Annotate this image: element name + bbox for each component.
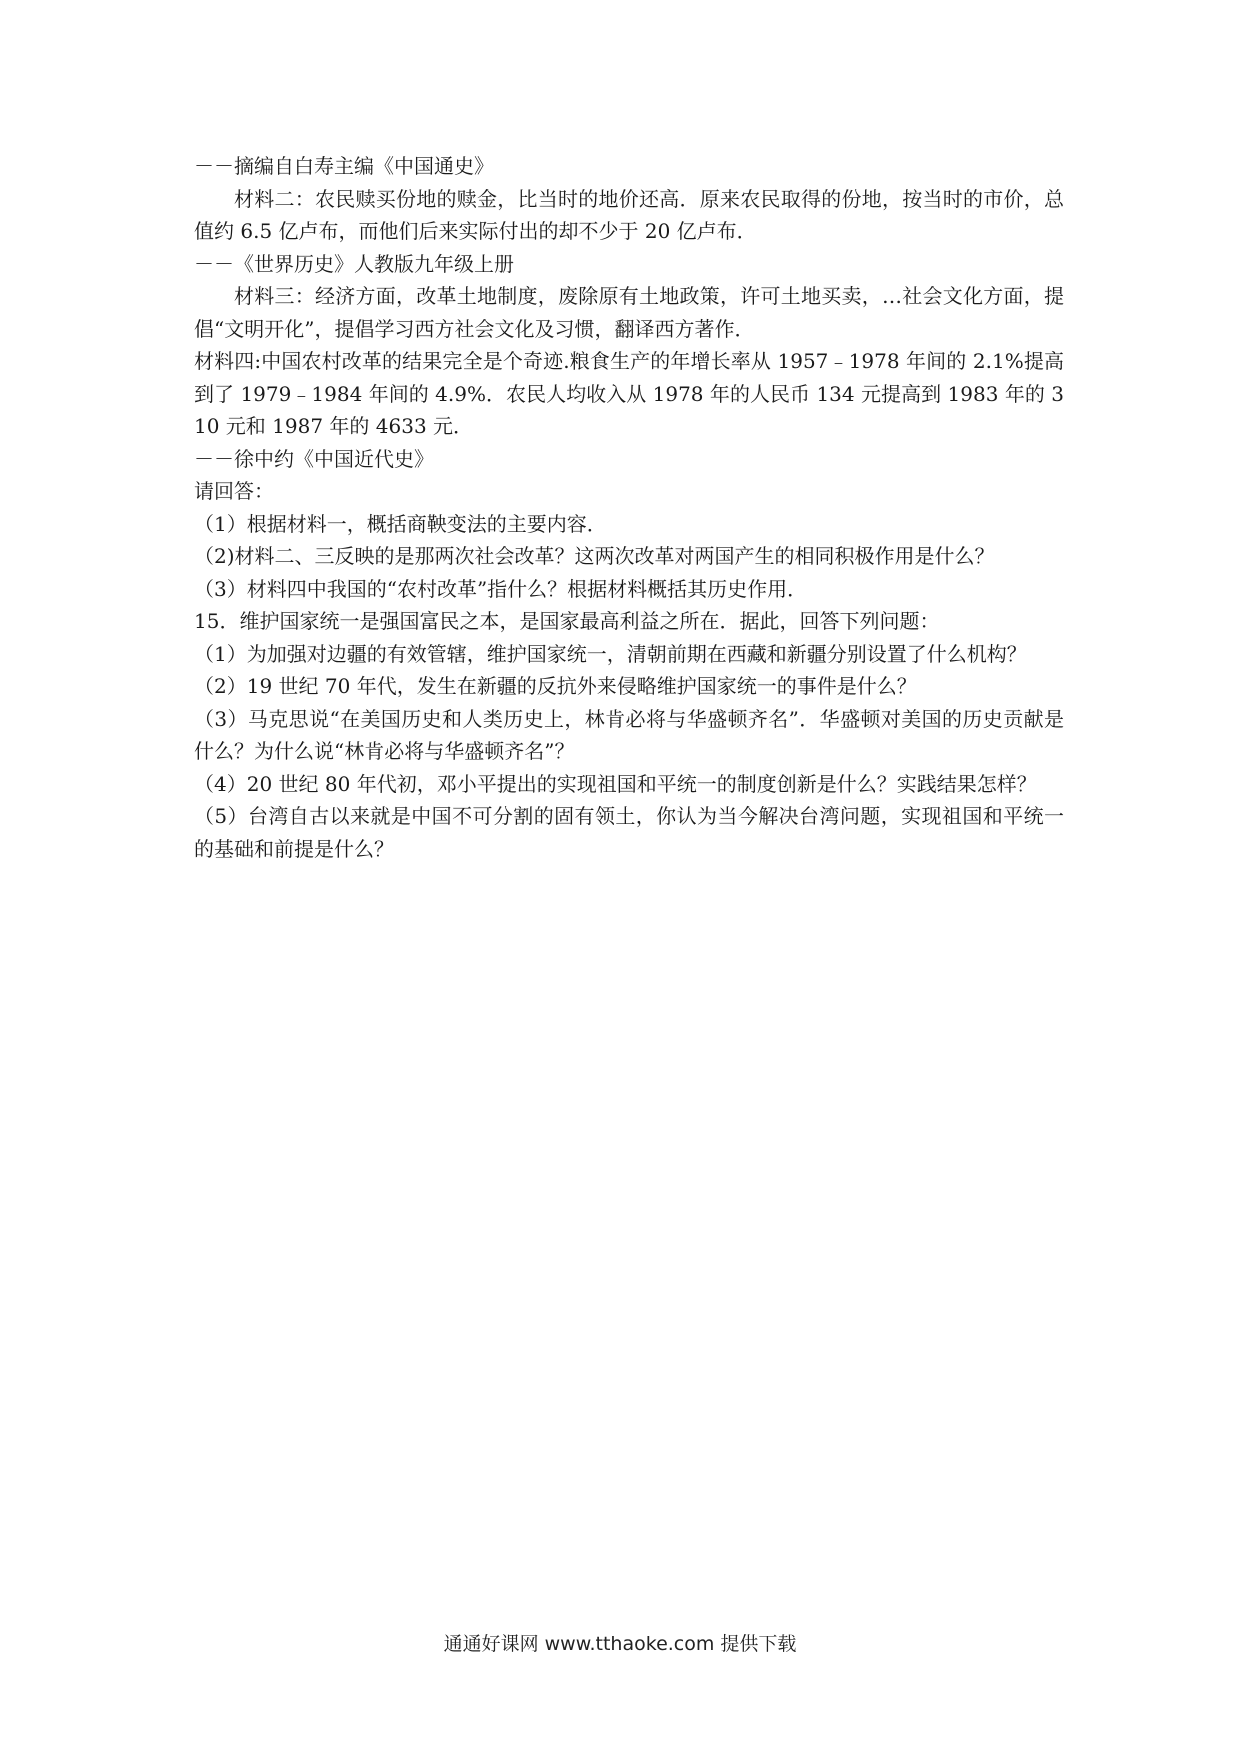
question-item: （2)材料二、三反映的是那两次社会改革？这两次改革对两国产生的相同积极作用是什么？ xyxy=(194,544,995,568)
question-heading: 15．维护国家统一是强国富民之本，是国家最高利益之所在．据此，回答下列问题： xyxy=(194,609,940,633)
source-citation: －－摘编自白寿主编《中国通史》 xyxy=(194,154,494,178)
source-citation: －－《世界历史》人教版九年级上册 xyxy=(194,251,514,276)
material-four-paragraph: 材料四:中国农村改革的结果完全是个奇迹.粮食生产的年增长率从 1957﹣1978 年间的 2.1%提高到了 1979﹣1984 年间的 4.9%．农民人均收入从 1978 年的人民币 134 元提高到 1983 年的 310 元和 1987 年的 4633 元． xyxy=(194,349,1064,438)
material-three-paragraph: 材料三：经济方面，改革土地制度，废除原有土地政策，许可土地买卖，…社会文化方面，提倡“文明开化”，提倡学习西方社会文化及习惯，翻译西方著作． xyxy=(194,284,1064,341)
question-item: （1）根据材料一，概括商鞅变法的主要内容． xyxy=(194,511,607,536)
question-prompt: 请回答： xyxy=(194,479,274,503)
source-citation: －－徐中约《中国近代史》 xyxy=(194,446,434,471)
material-two-paragraph: 材料二：农民赎买份地的赎金，比当时的地价还高．原来农民取得的份地，按当时的市价，总值约 6.5 亿卢布，而他们后来实际付出的却不少于 20 亿卢布． xyxy=(194,186,1064,243)
question-item: （5）台湾自古以来就是中国不可分割的固有领土，你认为当今解决台湾问题，实现祖国和平统一的基础和前提是什么？ xyxy=(194,804,1064,861)
document-body xyxy=(194,150,1064,865)
question-item: （2）19 世纪 70 年代，发生在新疆的反抗外来侵略维护国家统一的事件是什么？ xyxy=(194,674,917,698)
page-footer: 通通好课网 www.tthaoke.com 提供下载 xyxy=(443,1633,797,1655)
question-item: （3）马克思说“在美国历史和人类历史上，林肯必将与华盛顿齐名”．华盛顿对美国的历史贡献是什么？为什么说“林肯必将与华盛顿齐名”？ xyxy=(194,706,1064,763)
question-item: （1）为加强对边疆的有效管辖，维护国家统一，清朝前期在西藏和新疆分别设置了什么机构？ xyxy=(194,641,1027,666)
question-item: （4）20 世纪 80 年代初，邓小平提出的实现祖国和平统一的制度创新是什么？实践结果怎样？ xyxy=(194,771,1037,796)
question-item: （3）材料四中我国的“农村改革”指什么？根据材料概括其历史作用． xyxy=(194,576,808,601)
